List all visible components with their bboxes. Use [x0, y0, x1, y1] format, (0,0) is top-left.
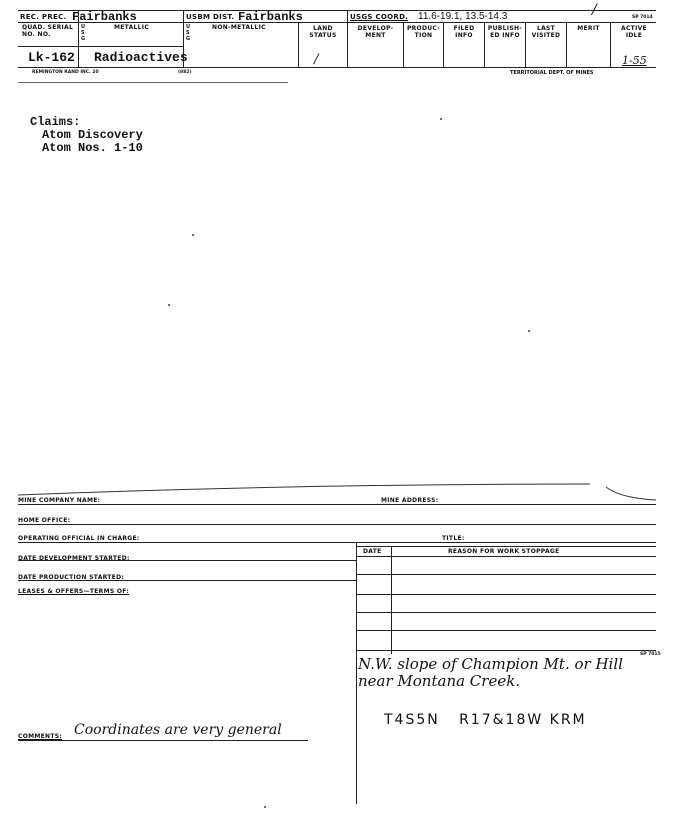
claims-heading: Claims:	[30, 115, 81, 129]
dept-label: TERRITORIAL DEPT. OF MINES	[510, 70, 594, 76]
date-development-label: DATE DEVELOPMENT STARTED:	[18, 555, 130, 562]
metallic-label: METALLIC	[114, 24, 150, 31]
leases-label: LEASES & OFFERS—TERMS OF:	[18, 588, 130, 595]
usgs-nonmetallic-label: U S G	[186, 24, 191, 42]
stoppage-rule-5	[356, 650, 656, 651]
published-info-label: PUBLISH-ED INFO	[487, 25, 523, 39]
merit-mark: /	[592, 2, 597, 18]
location-note-line2: near Montana Creek.	[358, 672, 521, 690]
township-note: T4S5N R17&18W KRM	[384, 712, 587, 728]
stoppage-top-rule	[356, 546, 656, 547]
usgs-coord-value: 11.6-19.1, 13.5-14.3	[418, 11, 508, 22]
rec-prec-label: REC. PREC.	[20, 13, 67, 21]
land-status-mark: /	[314, 52, 319, 67]
production-label: PRODUC-TION	[406, 25, 441, 39]
location-note-line1: N.W. slope of Champion Mt. or Hill	[358, 655, 623, 673]
serial-value: Lk-162	[28, 50, 75, 65]
date-label: DATE	[363, 548, 382, 555]
comments-label: COMMENTS:	[18, 733, 63, 740]
official-rule	[18, 542, 656, 543]
metallic-value: Radioactives	[94, 50, 188, 65]
filed-info-label: FILED INFO	[453, 25, 475, 39]
printer-code-paren: (882)	[178, 70, 192, 75]
stoppage-rule-2	[356, 594, 656, 595]
development-label: DEVELOP-MENT	[357, 25, 394, 39]
form-number-top: SP 7014	[632, 15, 653, 20]
date-production-label: DATE PRODUCTION STARTED:	[18, 574, 125, 581]
active-idle-label: ACTIVE IDLE	[621, 25, 647, 39]
quad-serial-label: QUAD. SERIAL NO. NO.	[22, 24, 74, 38]
form-number-bottom: SP 7015	[640, 652, 661, 657]
stoppage-header-rule	[356, 556, 656, 557]
mine-company-label: MINE COMPANY NAME:	[18, 497, 101, 504]
claim-item-1: Atom Discovery	[42, 128, 143, 142]
vline-stoppage-left	[356, 542, 357, 804]
usgs-coord-label: USGS COORD.	[350, 13, 409, 21]
usgs-metallic-label: U S G	[81, 24, 86, 42]
active-idle-mark: 1-55	[622, 54, 647, 67]
reason-label: REASON FOR WORK STOPPAGE	[448, 548, 560, 555]
home-office-label: HOME OFFICE:	[18, 517, 71, 524]
operating-official-label: OPERATING OFFICIAL IN CHARGE:	[18, 535, 140, 542]
usbm-dist-value: Fairbanks	[238, 10, 303, 24]
merit-label: MERIT	[577, 25, 600, 32]
printer-label: REMINGTON RAND INC. 20	[32, 70, 99, 75]
rec-prec-value: Fairbanks	[72, 10, 137, 24]
comments-value: Coordinates are very general	[74, 722, 282, 738]
land-status-label: LAND STATUS	[309, 25, 337, 39]
stoppage-rule-1	[356, 574, 656, 575]
stoppage-rule-4	[356, 630, 656, 631]
last-visited-label: LAST VISITED	[531, 25, 561, 39]
claim-item-2: Atom Nos. 1-10	[42, 141, 143, 155]
stoppage-rule-3	[356, 612, 656, 613]
company-rule	[18, 504, 656, 505]
home-office-rule	[18, 524, 656, 525]
vline-date	[391, 546, 392, 654]
mine-address-label: MINE ADDRESS:	[381, 497, 439, 504]
nonmetallic-label: NON-METALLIC	[212, 24, 266, 31]
title-label: TITLE:	[442, 535, 465, 542]
comments-rule	[18, 740, 308, 741]
usbm-dist-label: USBM DIST.	[186, 13, 235, 21]
